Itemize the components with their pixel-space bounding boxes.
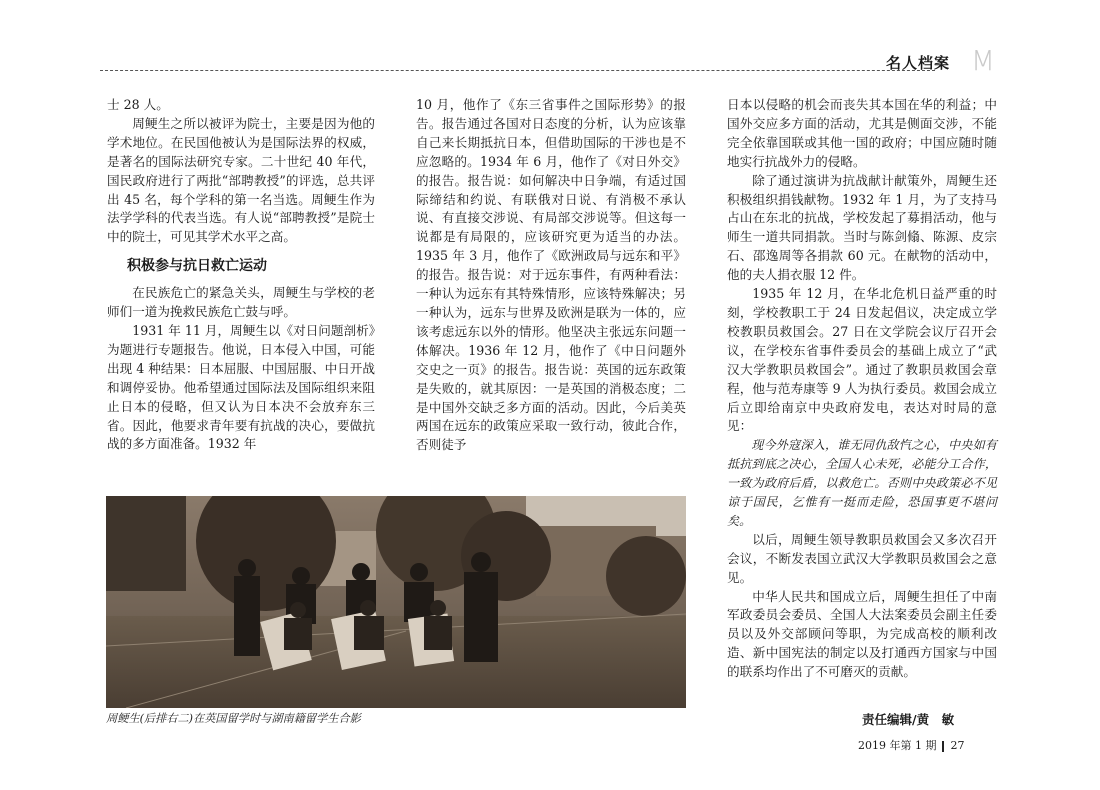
section-logo: M bbox=[970, 44, 995, 77]
section-title: 名人档案 bbox=[885, 54, 950, 72]
photo-caption: 周鲠生(后排右二)在英国留学时与湖南籍留学生合影 bbox=[106, 712, 361, 725]
paragraph: 除了通过演讲为抗战献计献策外，周鲠生还积极组织捐钱献物。1932 年 1 月，为了支持马占山在东北的抗战，学校发起了募捐活动，他与师生一道共同捐款。当时与陈剑翛、陈源、皮宗石、邵逸周等各捐款 60 元。在献物的活动中，他的夫人捐衣服 12 件。 bbox=[727, 172, 997, 283]
page-footer bbox=[858, 737, 964, 753]
article-column-2 bbox=[416, 96, 686, 455]
responsible-editor: 责任编辑/黄 敏 bbox=[862, 712, 955, 727]
paragraph: 10 月，他作了《东三省事件之国际形势》的报告。报告通过各国对日态度的分析，认为应该靠自己来长期抵抗日本，但借助国际的干涉也是不应忽略的。1934 年 6 月，他作了《对日外交》的报告。报告说：如何解决中日争端，有适过国际缔结和约说、有联俄对日说、有消极不承认说、有直接交涉说、有局部交涉说等。但这每一说都是有局限的，应该研究更为适当的办法。1935 年 3 月，他作了《欧洲政局与远东和平》的报告。报告说：对于远东事件，有两种看法：一种认为远东有其特殊情形，应该特殊解决；另一种认为，远东与世界及欧洲是联为一体的，应该考虑远东以外的情形。他坚决主张远东问题一体解决。1936 年 12 月，他作了《中日问题外交史之一页》的报告。报告说：英国的远东政策是失败的，就其原因：一是英国的消极态度；二是中国外交缺乏多方面的活动。因此，今后美英两国在远东的政策应采取一致行动，彼此合作，否则徒予 bbox=[416, 97, 686, 453]
page-header bbox=[100, 44, 1005, 77]
paragraph: 士 28 人。 bbox=[107, 97, 169, 112]
section-heading: 积极参与抗日救亡运动 bbox=[127, 258, 267, 275]
paragraph: 1935 年 12 月，在华北危机日益严重的时刻，学校教职工于 24 日发起倡议，决定成立学校教职员救国会。27 日在文学院会议厅召开会议，在学校东省事件委员会的基础上成立了“武汉大学教职员救国会”。通过了教职员救国会章程，他与范寿康等 9 人为执行委员。救国会成立后立即给南京中央政府发电，表达对时局的意见： bbox=[727, 286, 997, 434]
paragraph: 1931 年 11 月，周鲠生以《对日问题剖析》为题进行专题报告。他说，日本侵入中国，可能出现 4 种结果：日本屈服、中国屈服、中日开战和调停妥协。他希望通过国际法及国际组织来阻止日本的侵略，但又认为日本决不会放弃东三省。因此，他要求青年要有抗战的决心，要做抗战的多方面准备。1932 年 bbox=[107, 322, 375, 452]
paragraph: 日本以侵略的机会而丧失其本国在华的利益；中国外交应多方面的活动，尤其是侧面交涉，不能完全依靠国联或其他一国的政府；中国应随时随地实行抗战外力的侵略。 bbox=[727, 97, 997, 169]
paragraph: 周鲠生之所以被评为院士，主要是因为他的学术地位。在民国他被认为是国际法界的权威，是著名的国际法研究专家。二十世纪 40 年代，国民政府进行了两批“部聘教授”的评选，总共评出 45 名，每个学科的第一名当选。周鲠生作为法学学科的代表当选。有人说“部聘教授”是院士中的院士，可见其学术水平之高。 bbox=[107, 115, 375, 245]
page-number: 27 bbox=[950, 739, 965, 752]
photo-image bbox=[106, 496, 686, 708]
header-divider bbox=[100, 70, 935, 71]
paragraph: 以后，周鲠生领导教职员救国会又多次召开会议，不断发表国立武汉大学教职员救国会之意见。 bbox=[727, 531, 997, 585]
footer-divider bbox=[942, 741, 944, 752]
article-column-3 bbox=[727, 96, 997, 682]
paragraph: 在民族危亡的紧急关头，周鲠生与学校的老师们一道为挽救民族危亡鼓与呼。 bbox=[107, 285, 375, 320]
issue-label: 2019 年第 1 期 bbox=[858, 739, 937, 752]
paragraph: 中华人民共和国成立后，周鲠生担任了中南军政委员会委员、全国人大法案委员会副主任委员以及外交部顾问等职，为完成高校的顺利改造、新中国宪法的制定以及打通西方国家与中国的联系均作出了不可磨灭的贡献。 bbox=[727, 588, 997, 680]
paragraph: 现今外寇深入，谁无同仇敌忾之心，中央如有抵抗到底之决心，全国人心未死，必能分工合作，一致为政府后盾，以救危亡。否则中央政策必不见谅于国民，乞惟有一挺而走险，恐国事更不堪问矣。 bbox=[727, 438, 997, 528]
article-column-1 bbox=[107, 96, 375, 454]
historical-photo bbox=[106, 496, 686, 708]
